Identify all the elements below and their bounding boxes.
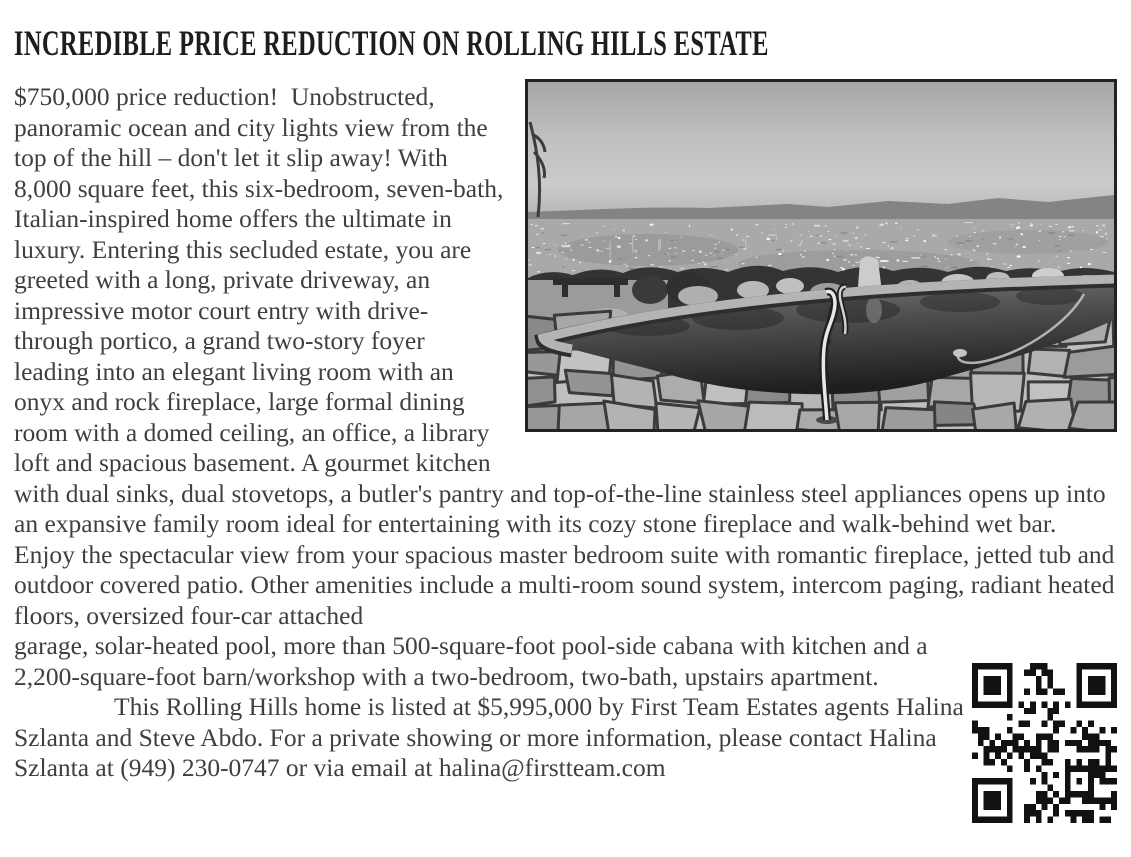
body-paragraph-1: $750,000 price reduction! Unobstructed, panoramic ocean and city lights view from the top of the hill – don't let it slip away! With 8,000 square feet, this six-bedroom, seven-bath, Italian-inspired home offers the ultimate in luxury. Entering this secluded estate, you are greeted with a long, private driveway, an impressive motor court entry with drive-through portico, a grand two-story foyer leading into an elegant living room with an onyx and rock fireplace, large formal dining room with a domed ceiling, an office, a library loft and spacious basement. A gourmet kitchen with dual sinks, dual stovetops, a butler's pantry and top-of-the-line stainless steel appliances opens up into an expansive family room ideal for entertaining with its cozy stone fireplace and walk-behind wet bar. Enjoy the spectacular view from your spacious master bedroom suite with romantic fireplace, jetted tub and outdoor covered patio. Other amenities include a multi-room sound system, intercom paging, radiant heated floors, oversized four-car attached (14, 82, 1121, 630)
article-body (14, 62, 1121, 784)
pool-view-photo-icon (525, 79, 1117, 432)
body-paragraph-2: garage, solar-heated pool, more than 500-square-foot pool-side cabana with kitchen and a 2,200-square-foot barn/workshop with a two-bedroom, two-bath, upstairs apartment. (14, 631, 934, 691)
qr-code-icon (967, 631, 1117, 845)
pool-view-photo-graphic (528, 82, 1114, 429)
page-title: INCREDIBLE PRICE REDUCTION ON ROLLING HILLS ESTATE (14, 23, 769, 63)
closing-paragraph: This Rolling Hills home is listed at $5,995,000 by First Team Estates agents Halina Szlanta and Steve Abdo. For a private showing or more information, please contact Halina Szlanta at (949) 230-0747 or via email at halina@firstteam.com (14, 692, 971, 782)
qr-code-graphic (972, 663, 1117, 823)
